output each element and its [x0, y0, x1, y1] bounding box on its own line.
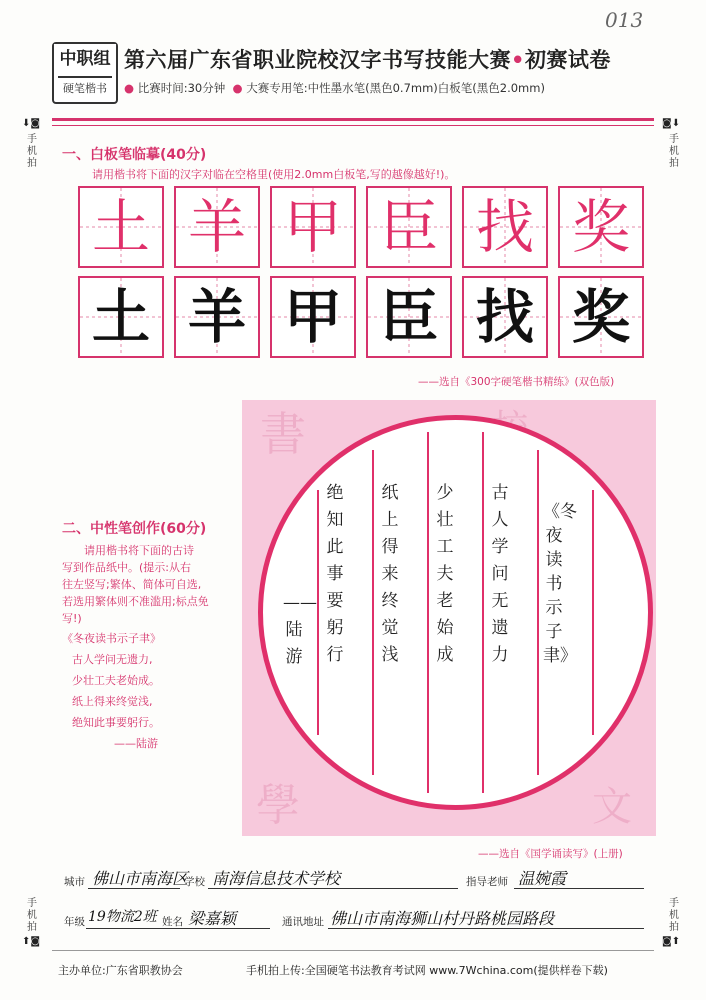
- svg-text:書: 書: [260, 407, 306, 461]
- written-char: 找: [475, 283, 534, 351]
- practice-cell[interactable]: [558, 276, 644, 358]
- grade-field[interactable]: 19物流2班: [88, 909, 157, 925]
- model-char: 奖: [571, 193, 630, 261]
- grade-name-underline: [86, 928, 270, 929]
- written-column: 纸上得来终觉浅: [381, 483, 399, 665]
- model-cell: [462, 186, 548, 268]
- host-org: 主办单位:广东省职教协会: [58, 964, 183, 977]
- header-divider: [52, 118, 654, 121]
- paper-number: 013: [605, 8, 644, 32]
- school-underline: [208, 888, 458, 889]
- written-char: 奖: [571, 283, 630, 351]
- model-cell: [558, 186, 644, 268]
- group-badge: [52, 42, 118, 104]
- side-label-left-bottom: 手 机 拍: [27, 898, 37, 933]
- practice-cell[interactable]: [174, 276, 260, 358]
- side-label-right-top: 手 机 拍: [669, 134, 679, 169]
- model-cell: [366, 186, 452, 268]
- written-char: 羊: [187, 283, 246, 351]
- badge-sub: 硬笔楷书: [58, 76, 112, 100]
- section2-source: ——选自《国学诵读写》(上册): [478, 848, 623, 860]
- upload-info: 手机拍上传:全国硬笔书法教育考试网 www.7Wchina.com(提供样卷下载): [246, 964, 608, 977]
- school-field[interactable]: 南海信息技术学校: [212, 869, 341, 888]
- written-author: ——陆游: [283, 593, 317, 667]
- practice-cell[interactable]: [270, 276, 356, 358]
- poem-reference: 《冬夜读书示子聿》 古人学问无遗力, 少壮工夫老始成。 纸上得来终觉浅, 绝知此事要躬行。 ——陆游: [62, 628, 238, 754]
- writing-circle[interactable]: [258, 415, 653, 810]
- written-column: 少壮工夫老始成: [436, 483, 454, 665]
- poem-title: 《冬夜读书示子聿》: [62, 632, 161, 645]
- svg-text:學: 學: [256, 780, 300, 831]
- grade-label: 年级: [64, 916, 85, 928]
- address-field[interactable]: 佛山市南海狮山村丹路桃园路段: [330, 909, 555, 928]
- section1-desc: 请用楷书将下面的汉字对临在空格里(使用2.0mm白板笔,写的越像越好!)。: [92, 168, 456, 181]
- written-column: 绝知此事要躬行: [326, 483, 344, 665]
- model-char: 臣: [379, 193, 438, 261]
- written-char: 土: [91, 283, 150, 351]
- model-cell: [78, 186, 164, 268]
- model-char: 甲: [283, 193, 342, 261]
- model-char: 土: [91, 193, 150, 261]
- camera-icon: ◙⬇: [662, 118, 681, 129]
- address-label: 通讯地址: [282, 916, 324, 928]
- pen-rule: 大赛专用笔:中性墨水笔(黑色0.7mm)白板笔(黑色2.0mm): [246, 81, 545, 95]
- city-underline: [88, 888, 180, 889]
- time-rule: 比赛时间:30分钟: [137, 81, 226, 95]
- school-label: 学校: [184, 876, 205, 888]
- name-field[interactable]: 梁嘉颖: [188, 909, 237, 928]
- header-divider-thin: [52, 125, 654, 126]
- camera-icon: ◙⬆: [662, 936, 681, 947]
- svg-text:文: 文: [592, 784, 632, 830]
- section1-source: ——选自《300字硬笔楷书精练》(双色版): [418, 376, 615, 388]
- title-tail: 初赛试卷: [524, 48, 611, 72]
- page-title: [124, 44, 611, 74]
- poem-author: ——陆游: [114, 737, 158, 750]
- model-char: 羊: [187, 193, 246, 261]
- bullet-icon: ●: [124, 81, 135, 95]
- section2-title: 二、中性笔创作(60分): [62, 521, 207, 537]
- city-field[interactable]: 佛山市南海区: [92, 869, 189, 888]
- practice-cell[interactable]: [462, 276, 548, 358]
- city-label: 城市: [64, 876, 85, 888]
- practice-cell[interactable]: [78, 276, 164, 358]
- bullet-icon: ●: [232, 81, 243, 95]
- written-char: 臣: [379, 283, 438, 351]
- practice-cell[interactable]: [366, 276, 452, 358]
- title-main: 第六届广东省职业院校汉字书写技能大赛: [124, 48, 511, 72]
- section1-title: 一、白板笔临摹(40分): [62, 147, 207, 163]
- title-separator: •: [511, 48, 525, 72]
- model-char: 找: [475, 193, 534, 261]
- camera-icon: ⬇◙: [22, 118, 41, 129]
- written-char: 甲: [283, 283, 342, 351]
- section2-desc: 请用楷书将下面的古诗 写到作品纸中。(提示:从右 往左竖写;繁体、简体可自选, 若选用繁体则不准滥用;标点免 写!): [62, 544, 209, 625]
- teacher-underline: [514, 888, 644, 889]
- written-column: 古人学问无遗力: [491, 483, 509, 665]
- model-cell: [174, 186, 260, 268]
- footer-divider: [52, 950, 654, 951]
- camera-icon: ⬆◙: [22, 936, 41, 947]
- badge-group: 中职组: [54, 44, 116, 74]
- teacher-label: 指导老师: [466, 876, 508, 888]
- written-column: 《冬夜读书示子聿》: [543, 502, 577, 666]
- side-label-right-bottom: 手 机 拍: [669, 898, 679, 933]
- model-cell: [270, 186, 356, 268]
- name-label: 姓名: [162, 916, 183, 928]
- address-underline: [328, 928, 644, 929]
- side-label-left-top: 手 机 拍: [27, 134, 37, 169]
- exam-rules: [124, 80, 545, 96]
- teacher-field[interactable]: 温婉霞: [518, 869, 567, 888]
